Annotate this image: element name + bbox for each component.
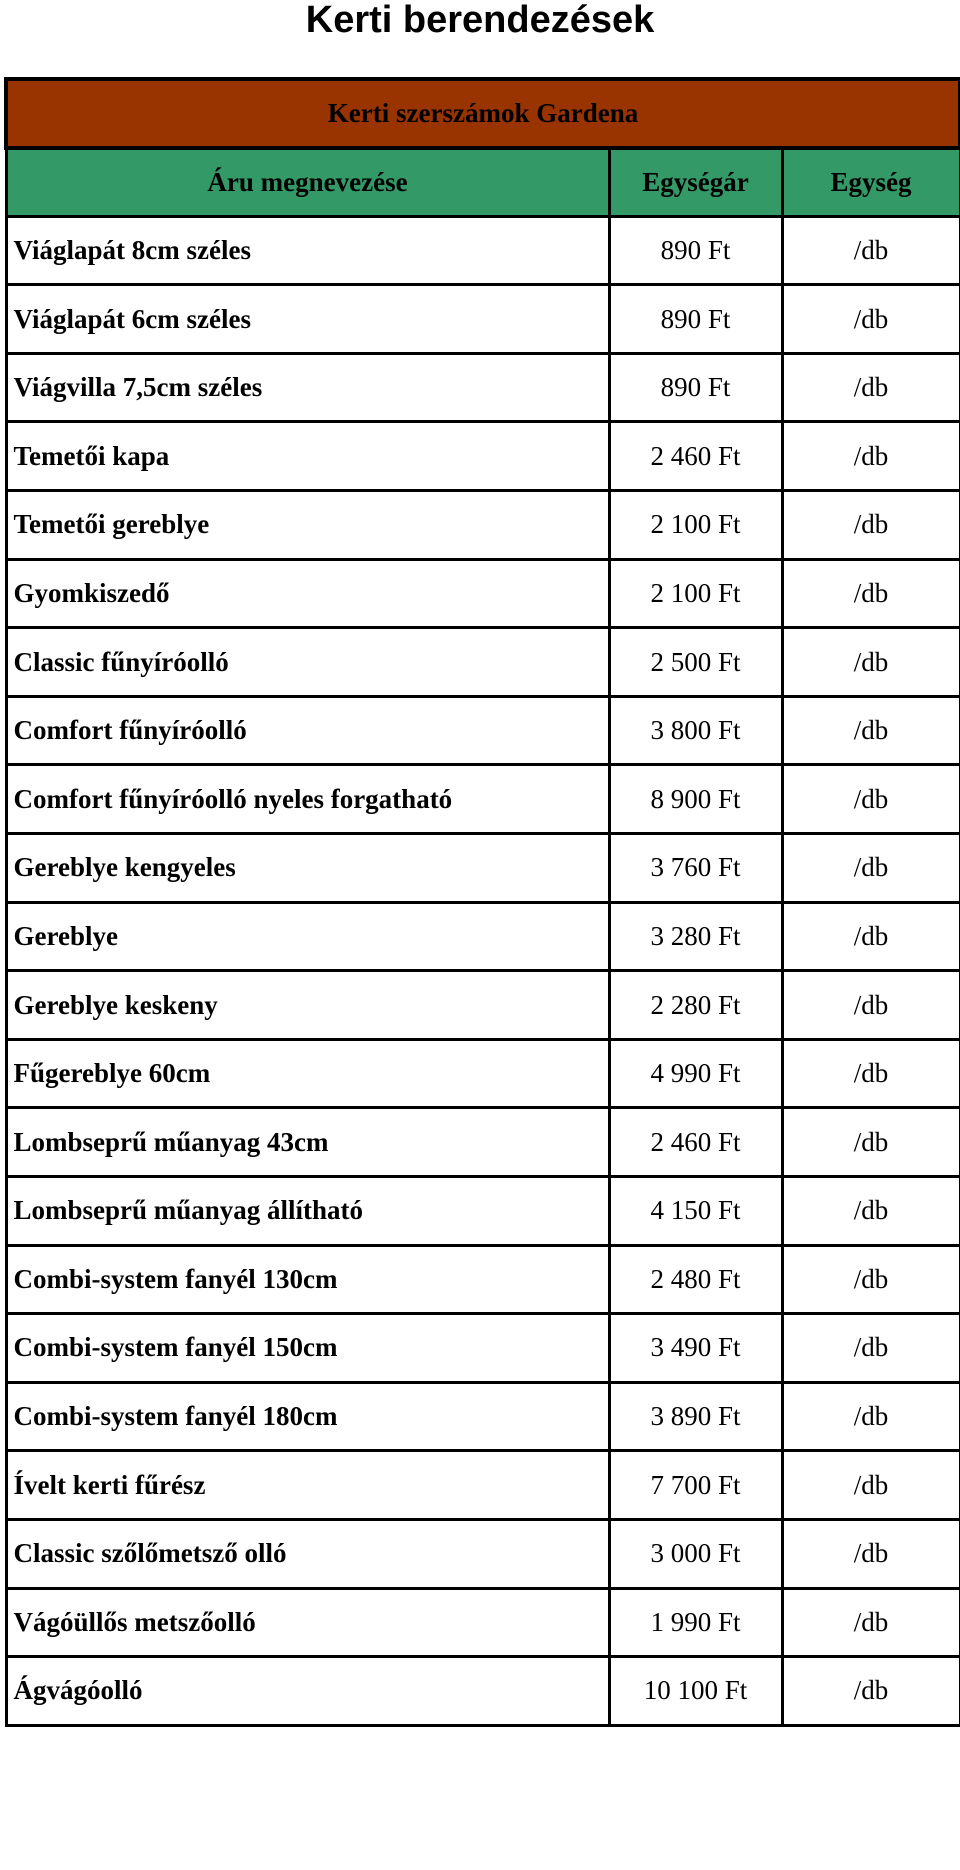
item-name-cell: Lombseprű műanyag állítható — [6, 1177, 609, 1246]
unit-price-cell: 890 Ft — [609, 353, 782, 422]
unit-cell: /db — [782, 902, 960, 971]
unit-cell: /db — [782, 353, 960, 422]
unit-cell: /db — [782, 285, 960, 354]
item-name-cell: Combi-system fanyél 130cm — [6, 1245, 609, 1314]
unit-price-cell: 2 500 Ft — [609, 628, 782, 697]
table-row — [6, 1039, 960, 1108]
unit-price-cell: 890 Ft — [609, 285, 782, 354]
item-name-cell: Gereblye — [6, 902, 609, 971]
table-row — [6, 1108, 960, 1177]
table-row — [6, 1245, 960, 1314]
unit-cell: /db — [782, 696, 960, 765]
table-row — [6, 765, 960, 834]
unit-price-cell: 7 700 Ft — [609, 1451, 782, 1520]
table-row — [6, 1177, 960, 1246]
item-name-cell: Temetői kapa — [6, 422, 609, 491]
table-row — [6, 1657, 960, 1726]
unit-price-cell: 2 280 Ft — [609, 971, 782, 1040]
table-band — [6, 79, 960, 148]
table-row — [6, 353, 960, 422]
header-price: Egységár — [609, 148, 782, 217]
unit-cell: /db — [782, 559, 960, 628]
unit-cell: /db — [782, 216, 960, 285]
unit-cell: /db — [782, 1451, 960, 1520]
unit-price-cell: 3 280 Ft — [609, 902, 782, 971]
unit-cell: /db — [782, 1108, 960, 1177]
unit-price-cell: 3 000 Ft — [609, 1519, 782, 1588]
table-row — [6, 1519, 960, 1588]
item-name-cell: Fűgereblye 60cm — [6, 1039, 609, 1108]
table-row — [6, 971, 960, 1040]
unit-cell: /db — [782, 1039, 960, 1108]
header-unit: Egység — [782, 148, 960, 217]
unit-price-cell: 2 460 Ft — [609, 1108, 782, 1177]
item-name-cell: Comfort fűnyíróolló nyeles forgatható — [6, 765, 609, 834]
unit-price-cell: 1 990 Ft — [609, 1588, 782, 1657]
unit-price-cell: 2 460 Ft — [609, 422, 782, 491]
unit-price-cell: 3 490 Ft — [609, 1314, 782, 1383]
item-name-cell: Viágvilla 7,5cm széles — [6, 353, 609, 422]
unit-price-cell: 3 890 Ft — [609, 1382, 782, 1451]
table-row — [6, 216, 960, 285]
unit-cell: /db — [782, 1657, 960, 1726]
item-name-cell: Classic fűnyíróolló — [6, 628, 609, 697]
item-name-cell: Ágvágóolló — [6, 1657, 609, 1726]
item-name-cell: Ívelt kerti fűrész — [6, 1451, 609, 1520]
table-row — [6, 1451, 960, 1520]
item-name-cell: Lombseprű műanyag 43cm — [6, 1108, 609, 1177]
item-name-cell: Classic szőlőmetsző olló — [6, 1519, 609, 1588]
unit-cell: /db — [782, 1314, 960, 1383]
unit-cell: /db — [782, 1382, 960, 1451]
item-name-cell: Combi-system fanyél 150cm — [6, 1314, 609, 1383]
unit-price-cell: 2 100 Ft — [609, 491, 782, 560]
table-row — [6, 834, 960, 903]
table-row — [6, 1588, 960, 1657]
unit-cell: /db — [782, 765, 960, 834]
item-name-cell: Comfort fűnyíróolló — [6, 696, 609, 765]
unit-price-cell: 4 150 Ft — [609, 1177, 782, 1246]
table-row — [6, 1382, 960, 1451]
item-name-cell: Combi-system fanyél 180cm — [6, 1382, 609, 1451]
unit-cell: /db — [782, 1588, 960, 1657]
unit-price-cell: 10 100 Ft — [609, 1657, 782, 1726]
unit-price-cell: 8 900 Ft — [609, 765, 782, 834]
item-name-cell: Vágóüllős metszőolló — [6, 1588, 609, 1657]
table-row — [6, 422, 960, 491]
table-row — [6, 491, 960, 560]
unit-cell: /db — [782, 491, 960, 560]
item-name-cell: Gyomkiszedő — [6, 559, 609, 628]
page-title: Kerti berendezések — [305, 0, 655, 41]
header-name: Áru megnevezése — [6, 148, 609, 217]
unit-price-cell: 2 480 Ft — [609, 1245, 782, 1314]
unit-cell: /db — [782, 422, 960, 491]
unit-cell: /db — [782, 834, 960, 903]
band-title: Kerti szerszámok Gardena — [6, 79, 960, 148]
price-table — [4, 77, 960, 1727]
table-row — [6, 628, 960, 697]
table-row — [6, 696, 960, 765]
unit-price-cell: 3 760 Ft — [609, 834, 782, 903]
unit-price-cell: 4 990 Ft — [609, 1039, 782, 1108]
unit-price-cell: 3 800 Ft — [609, 696, 782, 765]
table-row — [6, 285, 960, 354]
table-row — [6, 902, 960, 971]
item-name-cell: Viáglapát 6cm széles — [6, 285, 609, 354]
unit-cell: /db — [782, 971, 960, 1040]
table-row — [6, 1314, 960, 1383]
table-row — [6, 559, 960, 628]
unit-cell: /db — [782, 628, 960, 697]
unit-cell: /db — [782, 1245, 960, 1314]
item-name-cell: Gereblye keskeny — [6, 971, 609, 1040]
unit-price-cell: 890 Ft — [609, 216, 782, 285]
table-header-row — [6, 148, 960, 217]
unit-cell: /db — [782, 1177, 960, 1246]
unit-cell: /db — [782, 1519, 960, 1588]
unit-price-cell: 2 100 Ft — [609, 559, 782, 628]
item-name-cell: Gereblye kengyeles — [6, 834, 609, 903]
item-name-cell: Temetői gereblye — [6, 491, 609, 560]
item-name-cell: Viáglapát 8cm széles — [6, 216, 609, 285]
